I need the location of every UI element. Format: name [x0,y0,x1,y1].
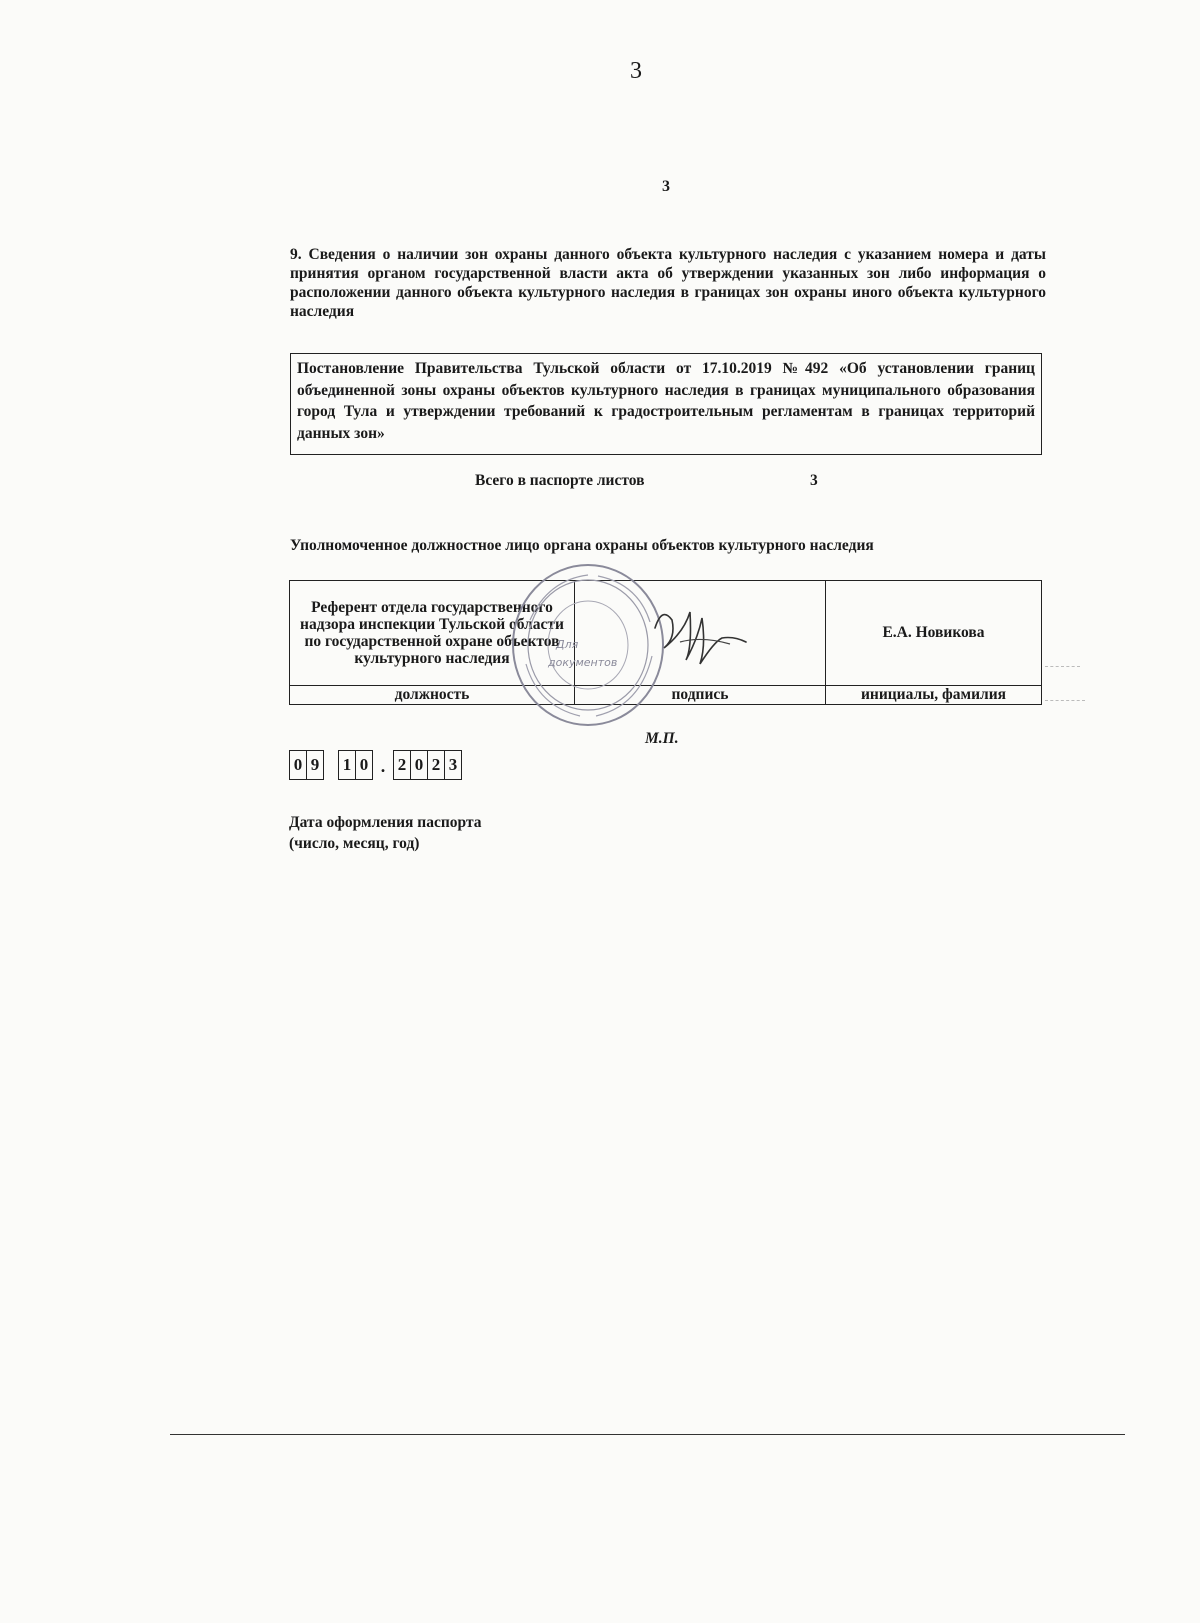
name-cell [826,581,1042,686]
signature-cell [575,581,826,686]
caption-name: инициалы, фамилия [826,686,1042,705]
caption-signature: подпись [575,686,826,705]
official-name: Е.А. Новикова [882,624,985,641]
position-cell [290,581,575,686]
date-separator: . [380,756,386,776]
sheets-count: 3 [810,472,818,489]
date-month [338,750,373,780]
date-digit: 0 [293,755,303,774]
caption-row [290,686,1042,705]
section-9-heading: 9. Сведения о наличии зон охраны данного объекта культурного наследия с указанием номера и даты принятия органом государственной власти акта об утверждении указанных зон либо информация о расположении данного объекта культурного наследия в границах зон охраны иного объекта культурного наследия [290,246,1046,320]
official-title: Уполномоченное должностное лицо органа охраны объектов культурного наследия [290,537,874,554]
faint-line [1045,666,1080,667]
date-boxes [289,750,462,780]
page-number-top: 3 [630,58,642,84]
date-caption-line-1: Дата оформления паспорта [289,814,482,831]
date-digit: 2 [397,755,407,774]
resolution-text: Постановление Правительства Тульской области от 17.10.2019 №492 «Об установлении границ объединенной зоны охраны объектов культурного наследия в границах муниципального образования город Тула и утверждении требований к градостроительным регламентам в границах территорий данных зон» [297,360,1035,442]
signature-row [290,581,1042,686]
date-caption [289,812,482,854]
date-digit: 2 [427,751,444,779]
position-text: Референт отдела государственного надзора инспекции Тульской области по государственной охране объектов культурного наследия [300,599,564,667]
date-caption-line-2: (число, месяц, год) [289,835,420,852]
date-day [289,750,324,780]
caption-position: должность [290,686,575,705]
stamp-inner-text-2: документов [548,656,618,669]
stamp-mark-label: М.П. [645,730,679,747]
stamp-inner-text-1: Для [556,638,579,651]
date-year [393,750,462,780]
page-number-bold: 3 [662,178,670,195]
date-digit: 0 [410,751,427,779]
resolution-box [290,353,1042,455]
date-digit: 3 [444,751,461,779]
signature-table [289,580,1042,705]
date-digit: 0 [355,751,372,779]
bottom-rule [170,1434,1125,1435]
date-digit: 1 [342,755,352,774]
sheets-label: Всего в паспорте листов [475,472,645,489]
faint-line [1045,700,1085,701]
date-digit: 9 [306,751,323,779]
